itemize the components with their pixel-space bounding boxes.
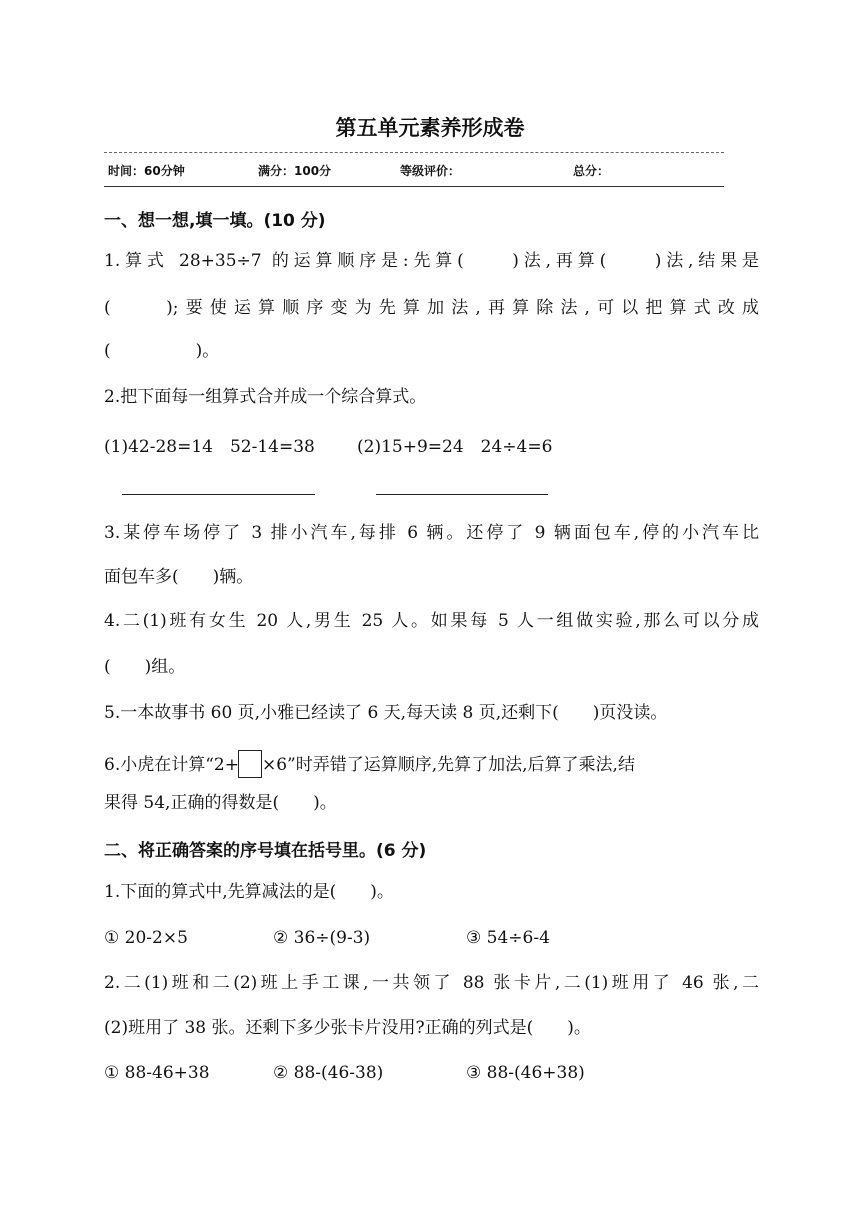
s2-q2-line1: 2.二(1)班和二(2)班上手工课,一共领了 88 张卡片,二(1)班用了 46 张,二 bbox=[104, 973, 759, 993]
section2-heading: 二、将正确答案的序号填在括号里。(6 分) bbox=[104, 841, 427, 861]
s2-q1-option-1[interactable]: ① 20-2×5 bbox=[104, 928, 188, 948]
s2-q2-line2: (2)班用了 38 张。还剩下多少张卡片没用?正确的列式是( )。 bbox=[104, 1018, 591, 1038]
header-divider-dashed bbox=[104, 152, 724, 153]
q1-line2: ( );要使运算顺序变为先算加法,再算除法,可以把算式改成 bbox=[104, 298, 759, 318]
total-score-field[interactable]: 总分： bbox=[573, 164, 610, 178]
q3-line2: 面包车多( )辆。 bbox=[104, 567, 254, 587]
blank-box[interactable] bbox=[238, 750, 262, 778]
q2-part2: (2)15+9=24 24÷4=6 bbox=[357, 437, 553, 457]
q5-text: 5.一本故事书 60 页,小雅已经读了 6 天,每天读 8 页,还剩下( )页没读。 bbox=[104, 703, 668, 723]
q1-line3: ( )。 bbox=[104, 341, 220, 361]
q6-post: ×6”时弄错了运算顺序,先算了加法,后算了乘法,结 bbox=[261, 755, 635, 775]
q6-pre: 6.小虎在计算“2+ bbox=[104, 755, 239, 775]
grade-field[interactable]: 等级评价： bbox=[400, 164, 461, 178]
s2-q2-option-1[interactable]: ① 88-46+38 bbox=[104, 1063, 210, 1083]
q4-line2: ( )组。 bbox=[104, 657, 186, 677]
q3-line1: 3.某停车场停了 3 排小汽车,每排 6 辆。还停了 9 辆面包车,停的小汽车比 bbox=[104, 523, 759, 543]
q2-text: 2.把下面每一组算式合并成一个综合算式。 bbox=[104, 387, 427, 407]
section1-heading: 一、想一想,填一填。(10 分) bbox=[104, 211, 326, 231]
q2-answer-line-1[interactable] bbox=[122, 494, 315, 495]
s2-q2-option-3[interactable]: ③ 88-(46+38) bbox=[466, 1063, 585, 1083]
page-title: 第五单元素养形成卷 bbox=[335, 116, 525, 140]
q6-line1 bbox=[104, 750, 759, 778]
s2-q1-text: 1.下面的算式中,先算减法的是( )。 bbox=[104, 882, 394, 902]
q2-part1: (1)42-28=14 52-14=38 bbox=[104, 437, 315, 457]
full-score-info: 满分：100分 bbox=[258, 164, 332, 178]
s2-q2-option-2[interactable]: ② 88-(46-38) bbox=[273, 1063, 384, 1083]
q1-line1: 1.算式 28+35÷7 的运算顺序是:先算( )法,再算( )法,结果是 bbox=[104, 251, 759, 271]
time-info: 时间：60分钟 bbox=[108, 164, 185, 178]
s2-q1-option-2[interactable]: ② 36÷(9-3) bbox=[273, 928, 371, 948]
s2-q1-option-3[interactable]: ③ 54÷6-4 bbox=[466, 928, 550, 948]
q4-line1: 4.二(1)班有女生 20 人,男生 25 人。如果每 5 人一组做实验,那么可以分成 bbox=[104, 611, 759, 631]
header-divider-solid bbox=[104, 186, 724, 187]
q2-answer-line-2[interactable] bbox=[376, 494, 548, 495]
q6-line2: 果得 54,正确的得数是( )。 bbox=[104, 793, 337, 813]
